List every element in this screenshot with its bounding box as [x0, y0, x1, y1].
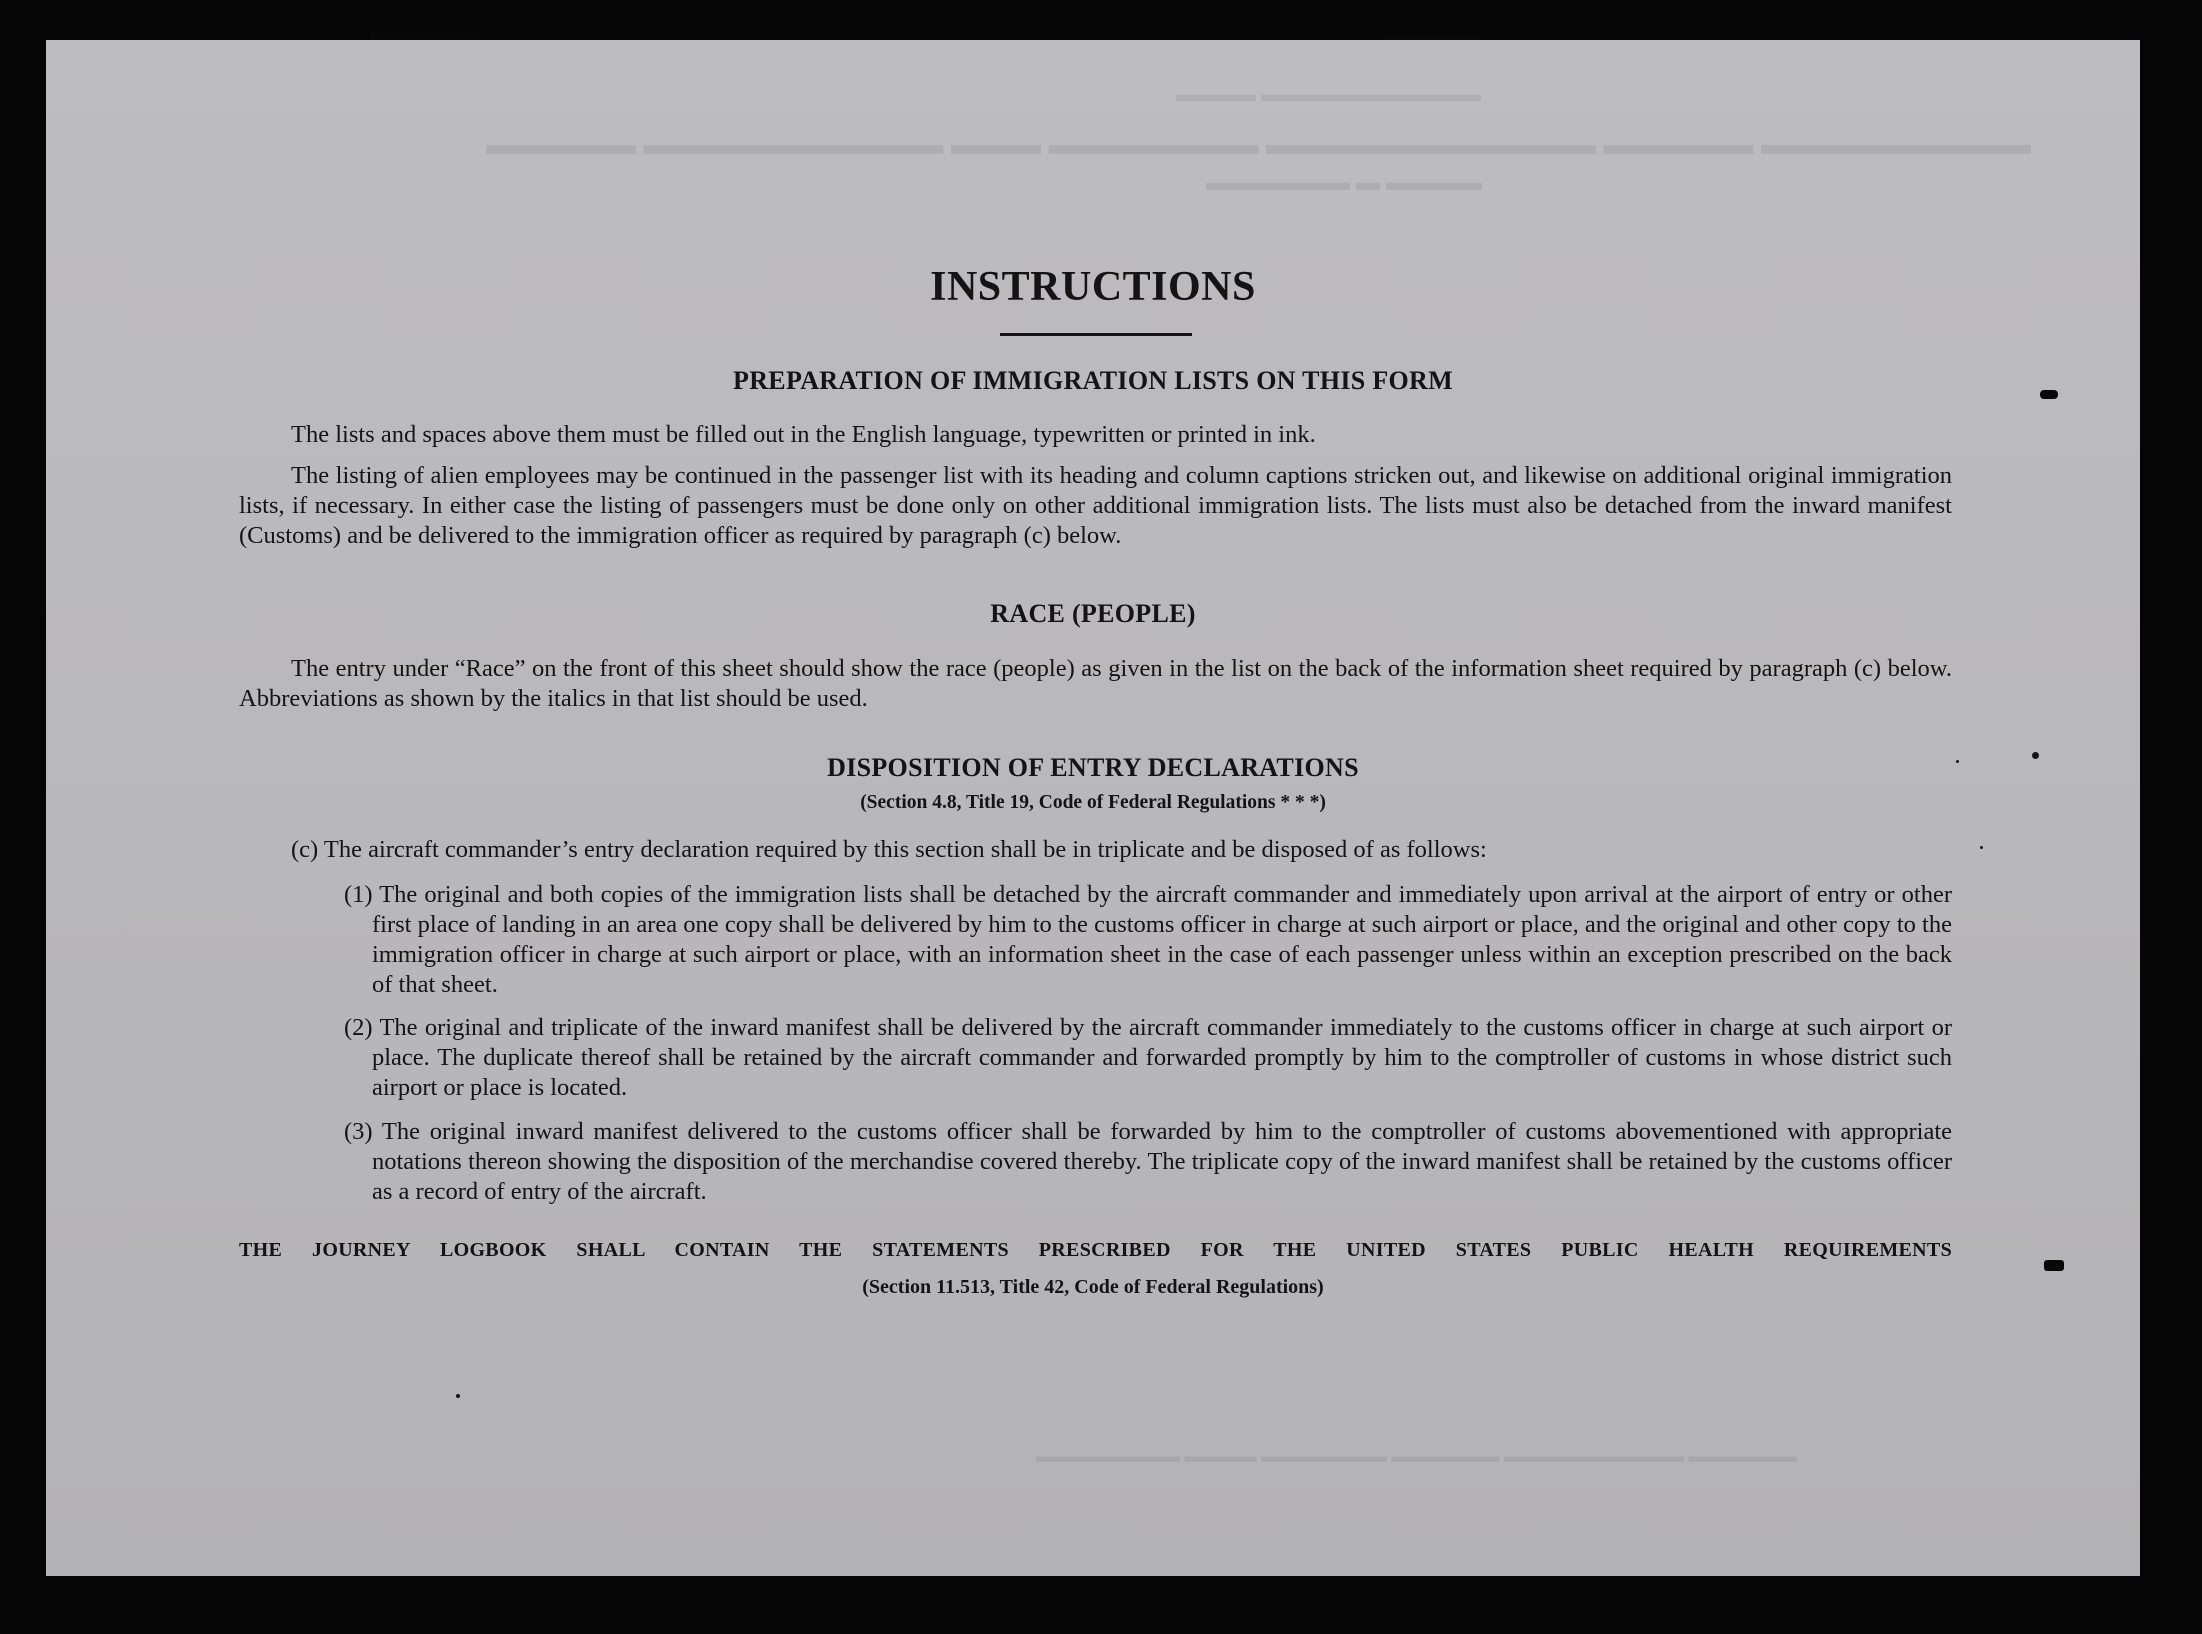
scan-speck — [1980, 846, 1983, 849]
scan-speck — [1956, 760, 1959, 763]
list-item-number: (2) — [344, 1014, 373, 1041]
list-item-text: The original inward manifest delivered to the customs officer shall be forwarded by him to the comptroller of customs abovementioned with appropriate notations thereon showing the disposition of the merchandise covered thereby. The triplicate copy of the inward manifest shall be retained by the customs officer as a record of entry of the aircraft. — [372, 1118, 1952, 1205]
scan-speck — [2044, 1260, 2064, 1271]
section-heading-race: RACE (PEOPLE) — [990, 599, 1196, 628]
bleed-through-mark: ▬▬▬▬▬▬▬▬ ▬▬▬▬ ▬▬▬▬▬▬▬ ▬▬▬▬▬▬ ▬▬▬▬▬▬▬▬▬▬ ▬▬▬▬▬▬ — [1036, 1446, 1797, 1466]
list-item — [344, 1013, 1952, 1103]
list-item — [344, 880, 1952, 1000]
health-requirements-statement: THE JOURNEY LOGBOOK SHALL CONTAIN THE STATEMENTS PRESCRIBED FOR THE UNITED STATES PUBLIC HEALTH REQUIREMENTS — [239, 1239, 1952, 1261]
section-reference-title19: (Section 4.8, Title 19, Code of Federal Regulations * * *) — [860, 792, 1326, 813]
section-heading-preparation: PREPARATION OF IMMIGRATION LISTS ON THIS FORM — [733, 366, 1453, 395]
list-item-text: The original and triplicate of the inward manifest shall be delivered by the aircraft commander immediately to the customs officer in charge at such airport or place. The duplicate thereof shall be retained by the aircraft commander and forwarded promptly by him to the comptroller of customs in whose district such airport or place is located. — [372, 1014, 1952, 1101]
list-item-text: The original and both copies of the immigration lists shall be detached by the aircraft commander and immediately upon arrival at the airport of entry or other first place of landing in an area one copy shall be delivered by him to the customs officer in charge at such airport or place, and the original and other copy to the immigration officer in charge at such airport or place, with an information sheet in the case of each passenger unless within an exception prescribed on the back of that sheet. — [372, 881, 1952, 998]
scan-speck — [456, 1394, 460, 1398]
list-item — [344, 1117, 1952, 1207]
health-requirements-reference: (Section 11.513, Title 42, Code of Federal Regulations) — [862, 1276, 1324, 1298]
page-title: INSTRUCTIONS — [930, 264, 1256, 310]
bleed-through-mark: ▬▬▬▬ ▬▬▬▬▬▬▬▬▬▬▬ — [1176, 84, 1481, 106]
bleed-through-mark: ▬▬▬▬▬▬ ▬ ▬▬▬▬ — [1206, 170, 1482, 196]
paragraph-alien-employees: The listing of alien employees may be continued in the passenger list with its heading and column captions stricken out, and likewise on additional original immigration lists, if necessary. In either case the listing of passengers must be done only on other additional immigration lists. The lists must also be detached from the inward manifest (Customs) and be delivered to the immigration officer as required by paragraph (c) below. — [239, 462, 1952, 549]
paragraph-language-requirement: The lists and spaces above them must be filled out in the English language, typewritten or printed in ink. — [291, 421, 1316, 448]
section-heading-disposition: DISPOSITION OF ENTRY DECLARATIONS — [827, 753, 1359, 782]
list-item-number: (1) — [344, 881, 373, 908]
scan-speck — [2032, 752, 2039, 759]
paragraph-race-entry: The entry under “Race” on the front of this sheet should show the race (people) as given in the list on the back of the information sheet required by paragraph (c) below. Abbreviations as shown by the italics in that list should be used. — [239, 655, 1952, 712]
paragraph-disposition-intro: (c) The aircraft commander’s entry declaration required by this section shall be in triplicate and be disposed of as follows: — [291, 836, 1487, 863]
form-sheet — [46, 40, 2140, 1576]
list-item-number: (3) — [344, 1118, 373, 1145]
bleed-through-mark: ▬▬▬▬▬ ▬▬▬▬▬▬▬▬▬▬ ▬▬▬ ▬▬▬▬▬▬▬ ▬▬▬▬▬▬▬▬▬▬▬ ▬▬▬▬▬ ▬▬▬▬▬▬▬▬▬ — [486, 128, 2031, 161]
scan-speck — [2040, 390, 2058, 399]
title-underline — [1000, 333, 1192, 336]
